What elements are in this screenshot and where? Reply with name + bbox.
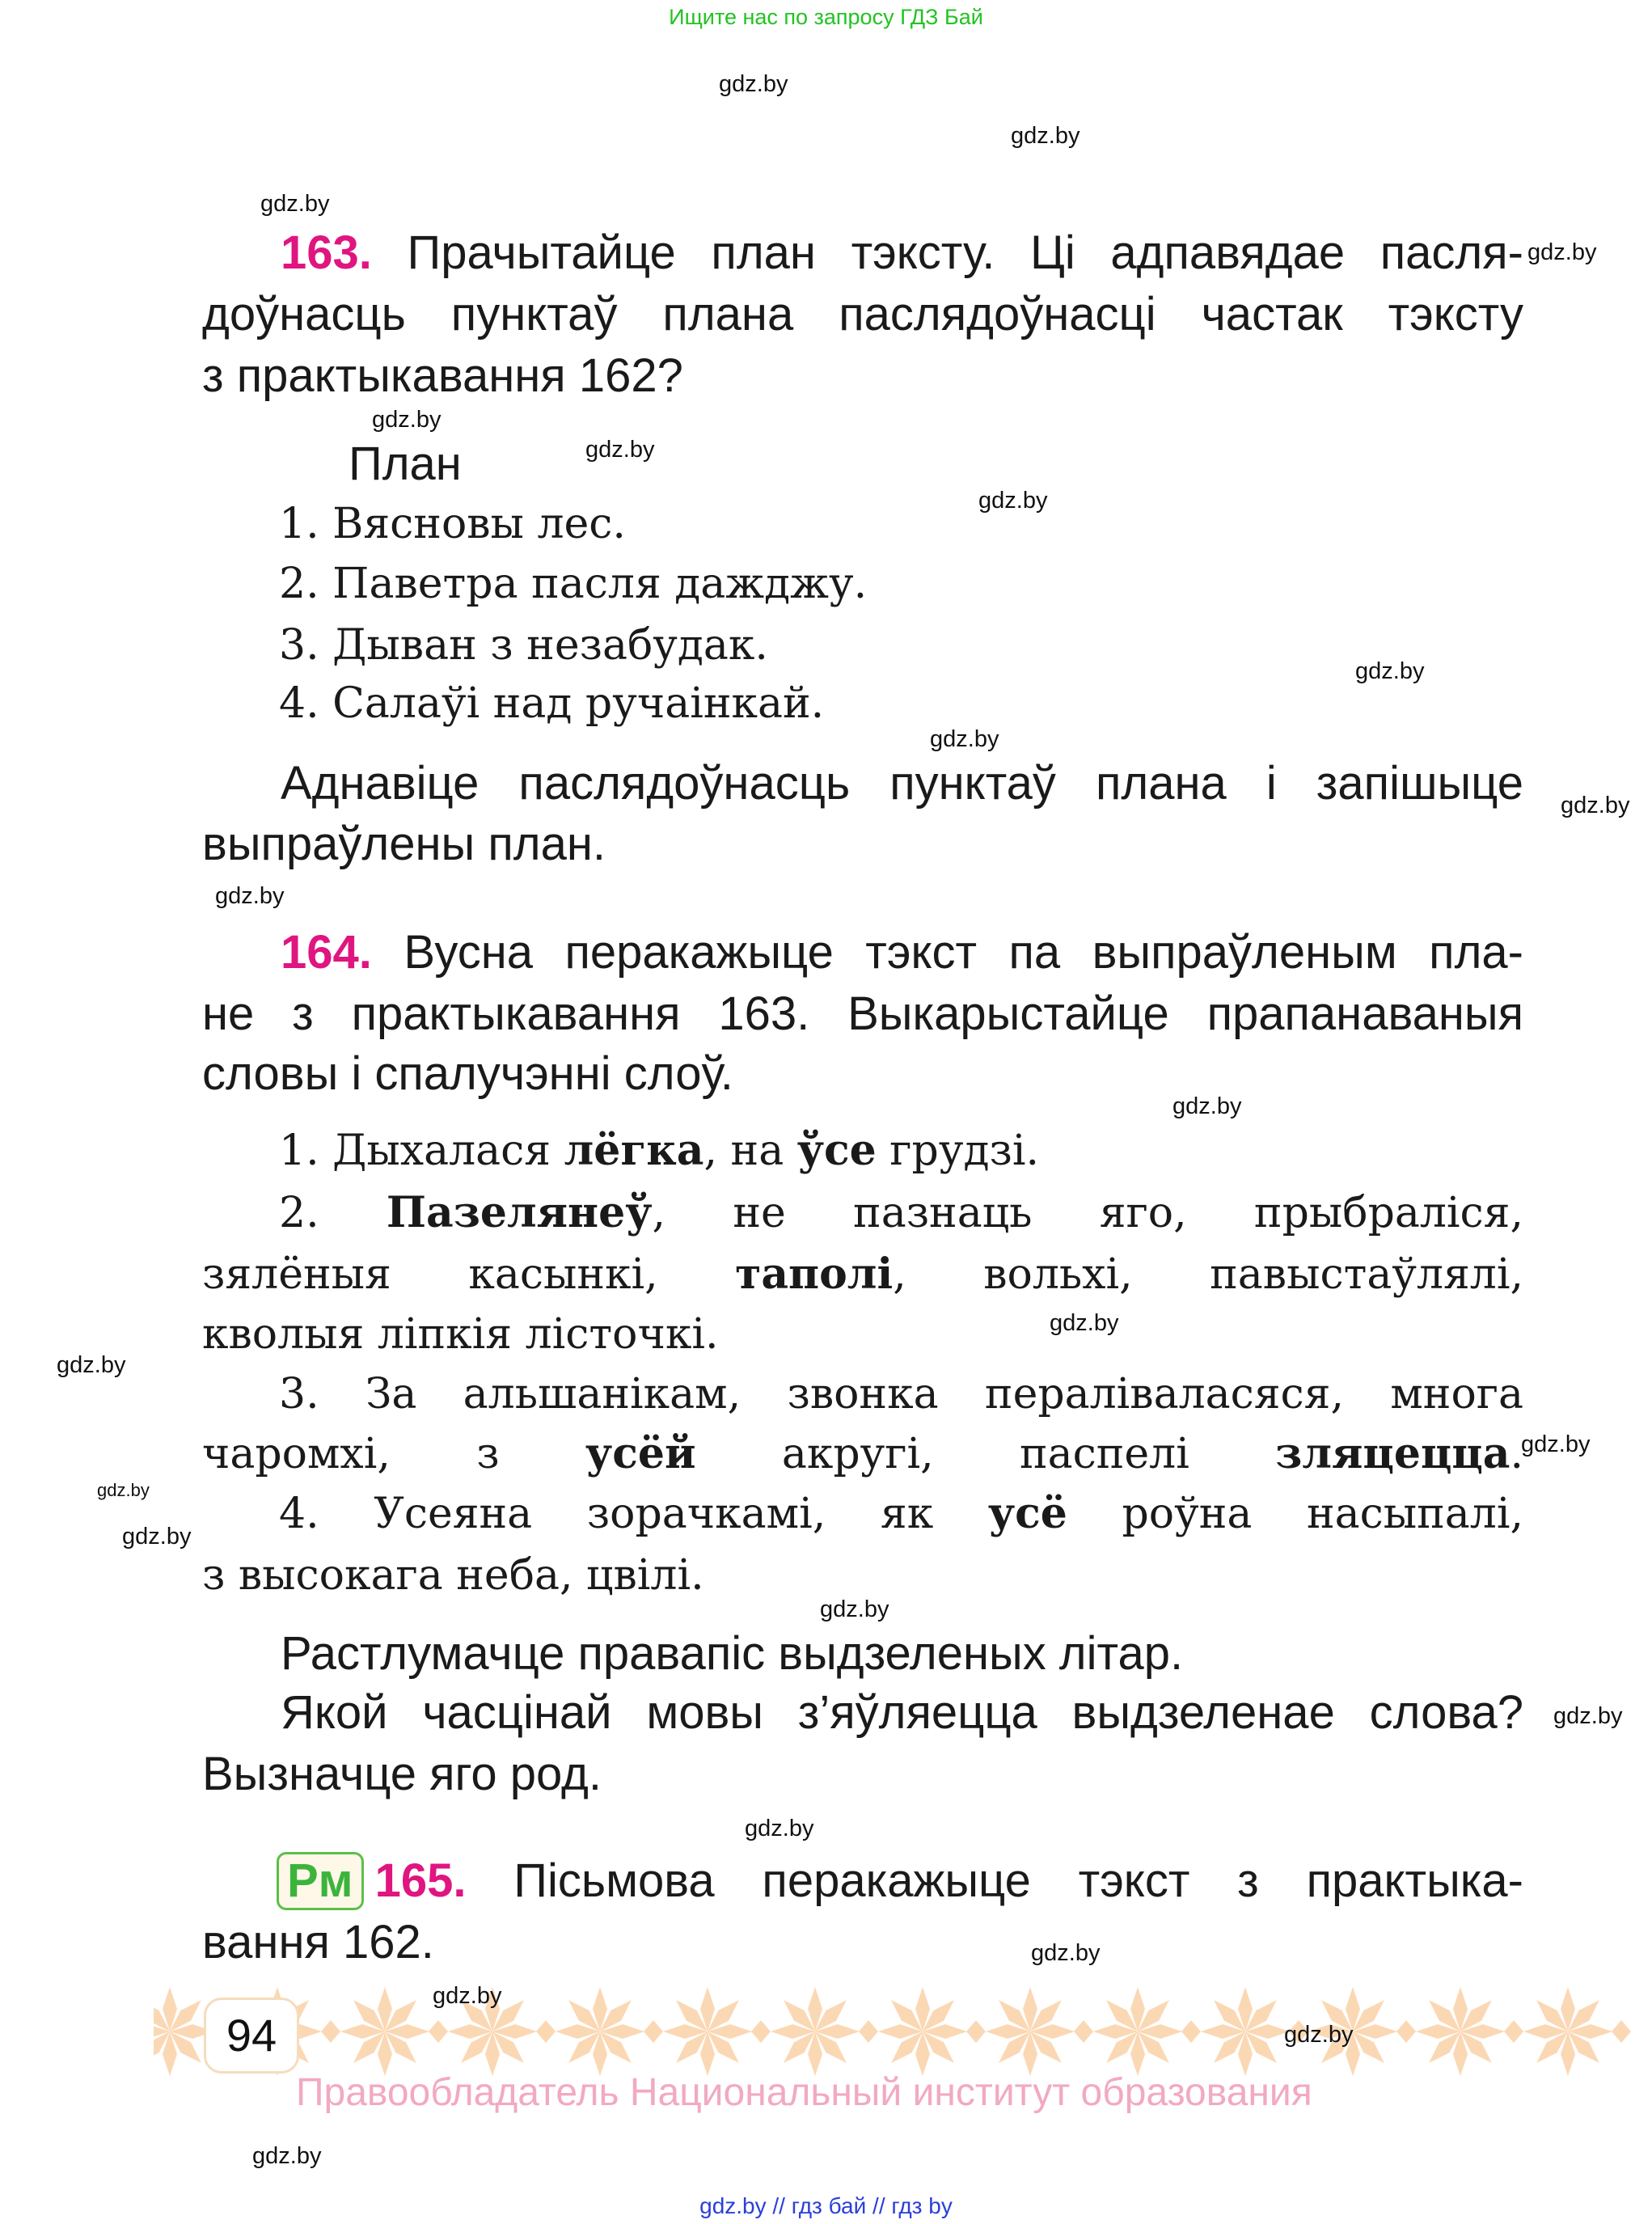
question: Якой часцінай мовы з’яўляецца выдзеленае слова? [281,1686,1523,1739]
snowflake-ornament [1093,1987,1201,2076]
snowflake-ornament [663,1987,771,2076]
phrase-text: 2. [279,1189,387,1237]
plan-title: План [349,438,462,490]
phrase-text: чаромхі, з [202,1430,585,1478]
phrase-text: , на [703,1127,797,1175]
page-number: 94 [204,1998,299,2074]
ex165-number: 165. [374,1854,467,1907]
ex164-line-1 [202,923,1523,983]
phrase-line [202,1424,1523,1484]
watermark: gdz.by [1031,1940,1101,1966]
watermark: gdz.by [820,1596,889,1622]
phrase-line [202,1545,704,1605]
watermark: gdz.by [1284,2022,1354,2048]
highlighted-word: усё [987,1489,1067,1538]
phrase-text: 4. Усеяна зорачкамі, як [279,1490,988,1538]
question: Вызначце яго род. [202,1748,602,1800]
ex164-line-3: словы і спалучэнні слоў. [202,1047,733,1100]
snowflake-ornament [878,1987,986,2076]
phrase-line [279,1183,1523,1243]
plan-item: 2. Паветра пасля дажджу. [279,560,868,608]
watermark: gdz.by [372,407,442,433]
watermark: gdz.by [585,437,655,463]
phrase-text: грудзі. [876,1127,1039,1175]
phrase-line [279,1364,1523,1424]
phrase-text: з высокага неба, цвілі. [202,1551,704,1600]
ex163-number: 163. [281,226,372,279]
phrase-text: роўна насыпалі, [1067,1490,1523,1538]
speech-badge: Рм [277,1852,364,1910]
watermark: gdz.by [1521,1431,1591,1457]
snowflake-ornament [1416,1987,1523,2076]
highlighted-word: ўсе [796,1126,877,1175]
watermark: gdz.by [1553,1703,1623,1729]
plan-item: 3. Дыван з незабудак. [279,621,768,670]
phrase-text: , вольхі, павыстаўлялі, [893,1250,1523,1299]
ornament-band [154,1985,1652,2078]
highlighted-word: зляцецца [1275,1429,1510,1478]
ex163-task-2: выпраўлены план. [202,818,606,870]
ex163-line-1 [202,223,1523,283]
phrase-line [279,1484,1523,1544]
watermark: gdz.by [930,726,999,752]
phrase-line [202,1245,1523,1304]
question: Растлумачце правапіс выдзеленых літар. [281,1627,1184,1680]
watermark: gdz.by [260,191,330,217]
phrase-line [202,1304,719,1364]
phrase-text: . [1510,1430,1523,1478]
watermark: gdz.by [252,2143,322,2169]
snowflake-ornament [986,1987,1093,2076]
phrase-text: , не пазнаць яго, прыбраліся, [652,1189,1523,1237]
search-hint: Ищите нас по запросу ГДЗ Бай [669,5,983,29]
ex165-line-1 [277,1851,1523,1911]
watermark: gdz.by [433,1983,502,2009]
highlighted-word: усёй [585,1429,696,1478]
watermark: gdz.by [97,1480,150,1500]
phrase-text: кволыя ліпкія лісточкі. [202,1310,719,1359]
ex163-task-1: Аднавіце паслядоўнасць пунктаў плана і запішыце [281,757,1523,810]
highlighted-word: Пазелянеў [386,1188,653,1237]
watermark: gdz.by [215,883,285,909]
watermark: gdz.by [1355,658,1425,684]
watermark: gdz.by [1172,1093,1242,1119]
plan-item: 4. Салаўі над ручаінкай. [279,679,825,728]
ex163-line-3: з практыкавання 162? [202,349,683,402]
phrase-text: 1. Дыхалася [279,1127,564,1175]
ex165-text: Пісьмова перакажыце тэкст з практыка- [513,1854,1523,1907]
ex164-line-2: не з практыкавання 163. Выкарыстайце прапанаваныя [202,987,1523,1040]
watermark: gdz.by [1561,793,1630,818]
watermark: gdz.by [978,488,1048,514]
phrase-line [279,1121,1039,1181]
ex165-line-2: вання 162. [202,1916,434,1968]
ex164-number: 164. [281,926,372,979]
watermark: gdz.by [745,1816,814,1841]
ex164-text: Вусна перакажыце тэкст па выпраўленым пла- [403,926,1523,979]
watermark: gdz.by [122,1524,192,1550]
phrase-text: зялёныя касынкі, [202,1250,736,1299]
copyright-notice: Правообладатель Национальный институт образования [296,2071,1312,2114]
watermark: gdz.by [719,71,788,97]
watermark: gdz.by [1050,1310,1119,1336]
ex163-text: Прачытайце план тэксту. Ці адпавядае пасля- [407,226,1523,279]
watermark: gdz.by [57,1352,126,1378]
highlighted-word: лёгка [564,1126,704,1175]
snowflake-ornament [771,1987,878,2076]
watermark: gdz.by [1011,123,1080,149]
footer-links[interactable]: gdz.by // гдз бай // гдз by [699,2193,953,2218]
phrase-text: 3. За альшанікам, звонка пераліваласяся, многа [279,1370,1523,1419]
highlighted-word: таполі [735,1249,894,1299]
phrase-text: акругі, паспелі [695,1430,1276,1478]
snowflake-ornament [1523,1987,1631,2076]
watermark: gdz.by [1527,239,1597,265]
snowflake-ornament [556,1987,663,2076]
plan-item: 1. Вясновы лес. [279,500,626,548]
ex163-line-2: доўнасць пунктаў плана паслядоўнасці частак тэксту [202,288,1523,340]
